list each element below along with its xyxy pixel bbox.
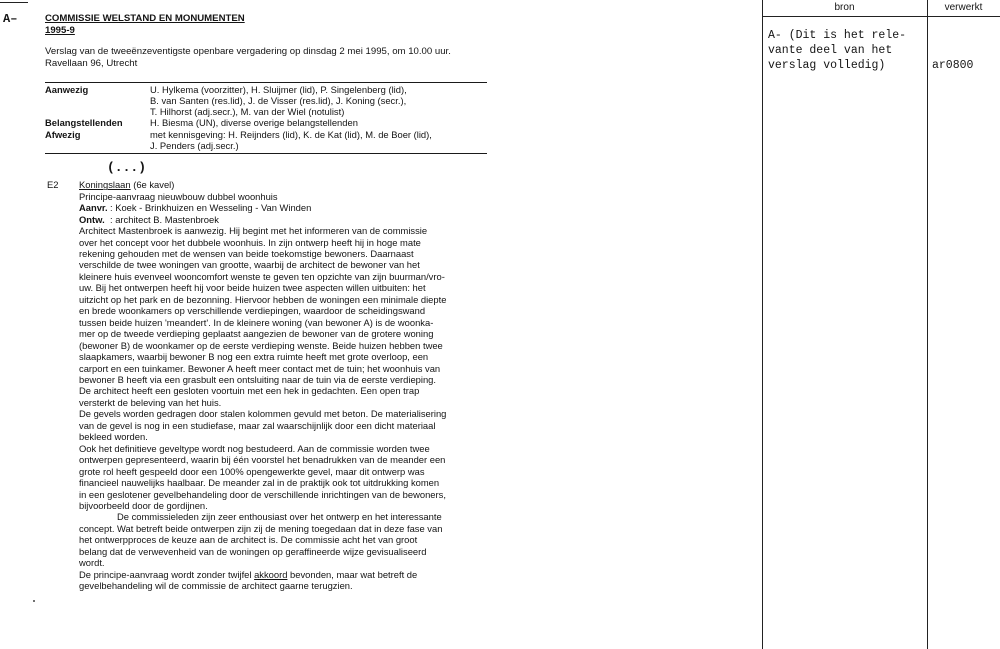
source-note-line: A- (Dit is het rele- bbox=[768, 29, 907, 42]
body-line: slaapkamers, waarbij bewoner B nog een extra ruimte heeft met grote overloop, een bbox=[79, 351, 429, 363]
source-note-line: vante deel van het bbox=[768, 44, 893, 57]
source-note bbox=[768, 28, 906, 73]
attendance-line: met kennisgeving: H. Reijnders (lid), K. de Kat (lid), M. de Boer (lid), bbox=[150, 128, 432, 140]
body-line: belang dat de verwevenheid van de woningen op geraffineerde wijze gevisualiseerd bbox=[79, 545, 427, 557]
applicant-label: Aanvr. bbox=[79, 202, 108, 214]
attendance-line: H. Biesma (UN), diverse overige belangstellenden bbox=[150, 117, 358, 129]
corner-line bbox=[0, 2, 28, 3]
attendance-label: Afwezig bbox=[45, 128, 81, 140]
body-line: uw. Bij het ontwerpen heeft hij voor beide huizen twee aspecten willen uitbuiten: het bbox=[79, 282, 426, 294]
omission-marker: (...) bbox=[107, 160, 147, 175]
body-line: het ontwerpproces de keuze aan de architect is. De commissie acht het van groot bbox=[79, 534, 418, 546]
body-line: uitzicht op het park en de bezonning. Hiervoor hebben de woningen een minimale diepte bbox=[79, 293, 447, 305]
body-line: kleinere huis evenveel wooncomfort wenste te geven ten opzichte van zijn buurman/vro- bbox=[79, 270, 445, 282]
item-street-suffix: (6e kavel) bbox=[130, 179, 175, 191]
column-divider bbox=[762, 0, 763, 649]
item-heading bbox=[79, 179, 446, 190]
conclusion-line bbox=[79, 569, 446, 580]
header-divider bbox=[762, 16, 1000, 17]
body-line: en brede woonkamers op verschillende verdiepingen, waardoor de scheidingswand bbox=[79, 305, 426, 317]
column-header-processed: verwerkt bbox=[944, 2, 983, 13]
body-line: versterkt de beleving van het huis. bbox=[79, 396, 222, 408]
body-line: verschilde de twee woningen van grootte, waarbij de architect de bewoner van het bbox=[79, 259, 420, 271]
item-code: E2 bbox=[47, 179, 59, 191]
column-divider bbox=[927, 0, 928, 649]
body-line: De commissieleden zijn zeer enthousiast over het ontwerp en het interessante bbox=[117, 511, 442, 523]
body-line: in een geslotener gevelbehandeling door de verschillende inrichtingen van de bewoners, bbox=[79, 488, 446, 500]
attendance-line: J. Penders (adj.secr.) bbox=[150, 139, 239, 151]
body-line: De architect heeft een gesloten voortuin met een hek in gedachten. Een open trap bbox=[79, 385, 420, 397]
body-line: van de gevel is nog in een studiefase, maar zal waarschijnlijk door een dicht materiaal bbox=[79, 419, 436, 431]
attendance-line: T. Hilhorst (adj.secr.), M. van der Wiel (notulist) bbox=[150, 106, 345, 118]
body-line: Ook het definitieve geveltype wordt nog bestudeerd. Aan de commissie worden twee bbox=[79, 442, 430, 454]
body-line: mer op de tweede verdieping geplaatst aangezien de bewoner van de grotere woning bbox=[79, 328, 434, 340]
intro bbox=[45, 46, 451, 70]
attendance-line: B. van Santen (res.lid), J. de Visser (res.lid), J. Koning (secr.), bbox=[150, 94, 407, 106]
attendance-label: Belangstellenden bbox=[45, 117, 123, 129]
body-line: carport en een tuinkamer. Bewoner A heeft meer contact met de tuin; het woonhuis van bbox=[79, 362, 441, 374]
agenda-item bbox=[79, 179, 446, 591]
source-note-line: verslag volledig) bbox=[768, 59, 886, 72]
body-line: ontwerpen gepresenteerd, waarin bij één voorstel het benadrukken van de meander een bbox=[79, 454, 446, 466]
archive-code: ar0800 bbox=[932, 59, 974, 72]
item-subject: Principe-aanvraag nieuwbouw dubbel woonhuis bbox=[79, 190, 278, 202]
annotation-mark: A– bbox=[3, 12, 18, 26]
body-line: rekening gehouden met de wensen van beide toekomstige bewoners. Daarnaast bbox=[79, 248, 414, 260]
attendance-table bbox=[45, 84, 432, 152]
document-number: 1995-9 bbox=[45, 25, 75, 36]
body-line: bekleed worden. bbox=[79, 431, 148, 443]
applicant-value: : Koek - Brinkhuizen en Wesseling - Van Winden bbox=[110, 202, 312, 214]
attendance-label: Aanwezig bbox=[45, 83, 89, 95]
body-line: concept. Wat betreft beide ontwerpen zijn zij de mening toegedaan dat in deze fase van bbox=[79, 522, 443, 534]
intro-line: Verslag van de tweeënzeventigste openbare vergadering op dinsdag 2 mei 1995, om 10.00 uur. bbox=[45, 46, 451, 57]
body-line: over het concept voor het dubbele woonhuis. In zijn ontwerp heeft hij in hoge mate bbox=[79, 236, 421, 248]
conclusion-verdict: akkoord bbox=[254, 568, 288, 580]
body-line: (bewoner B) de woonkamer op de eerste verdieping wenste. Beide huizen hebben twee bbox=[79, 339, 443, 351]
document-title: COMMISSIE WELSTAND EN MONUMENTEN bbox=[45, 13, 245, 24]
body-line: De gevels worden gedragen door stalen kolommen gevuld met beton. De materialisering bbox=[79, 408, 447, 420]
body-line: grote rol heeft gespeeld door een 100% opengewerkte gevel, maar dit ontwerp was bbox=[79, 465, 425, 477]
column-header-source: bron bbox=[834, 2, 855, 13]
divider bbox=[45, 153, 487, 154]
attendance-lines bbox=[150, 84, 432, 118]
item-applicant bbox=[79, 202, 446, 213]
body-line: bewoner B heeft via een grasbult een ontsluiting naar de tuin via de eerste verdieping. bbox=[79, 374, 437, 385]
conclusion-post: bevonden, maar wat betreft de bbox=[287, 568, 418, 580]
body-line: tussen beide huizen 'meandert'. In de kleinere woning (van bewoner A) is de woonka- bbox=[79, 316, 434, 328]
item-designer bbox=[79, 214, 446, 225]
body-line: bijvoorbeeld door de gordijnen. bbox=[79, 499, 208, 511]
designer-value: : architect B. Mastenbroek bbox=[110, 213, 219, 225]
intro-line: Ravellaan 96, Utrecht bbox=[45, 58, 138, 69]
conclusion-pre: De principe-aanvraag wordt zonder twijfel bbox=[79, 568, 255, 580]
conclusion-last-line: gevelbehandeling wil de commissie de architect gaarne terugzien. bbox=[79, 580, 353, 592]
attendance-line: U. Hylkema (voorzitter), H. Sluijmer (lid), P. Singelenberg (lid), bbox=[150, 83, 407, 95]
body-line: Architect Mastenbroek is aanwezig. Hij begint met het informeren van de commissie bbox=[79, 225, 428, 237]
attendance-lines bbox=[150, 117, 432, 128]
body-line: financieel nauwelijks haalbaar. De meander zal in de praktijk ook tot uitdrukking komen bbox=[79, 477, 440, 489]
designer-label: Ontw. bbox=[79, 213, 105, 225]
item-street: Koningslaan bbox=[79, 179, 131, 191]
body-line: wordt. bbox=[79, 557, 105, 569]
scan-speck bbox=[33, 600, 35, 602]
attendance-lines bbox=[150, 129, 432, 152]
